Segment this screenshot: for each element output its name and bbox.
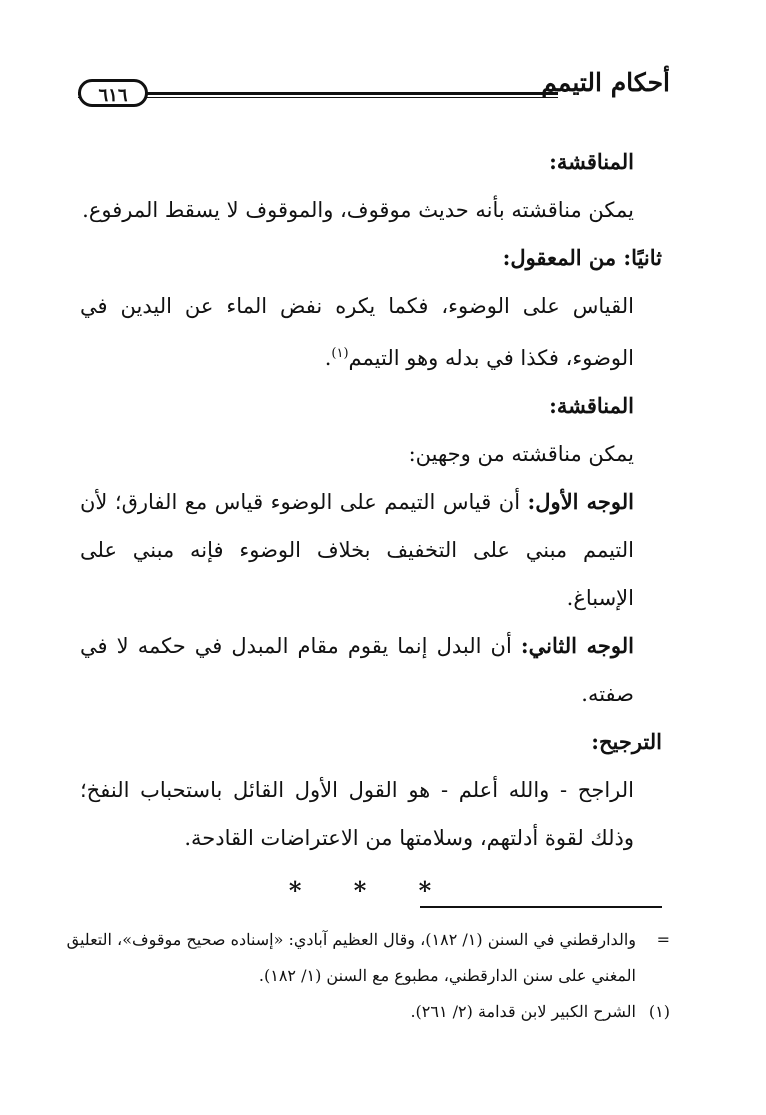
page-number: ٦١٦ [78,79,148,107]
first-aspect-label: الوجه الأول: [527,489,634,514]
continuation-text-2: المغني على سنن الدارقطني، مطبوع مع السنن (١/ ١٨٢). [258,966,636,985]
running-title: أحكام التيمم [541,68,670,97]
paragraph-preference: الراجح - والله أعلم - هو القول الأول القائل باستحباب النفخ؛ وذلك لقوة أدلتهم، وسلامتها من الاعتراضات القادحة. [80,778,634,850]
footnote-1-text: الشرح الكبير لابن قدامة (٢/ ٢٦١). [410,1002,636,1021]
discussion-heading-1: المناقشة: [549,149,634,174]
discussion-heading-2: المناقشة: [549,393,634,418]
footnote-ref-1: (١) [331,346,349,361]
analogy-text: القياس على الوضوء، فكما يكره نفض الماء عن اليدين في الوضوء، فكذا في بدله وهو التيمم [80,294,634,370]
second-aspect-label: الوجه الثاني: [520,633,634,658]
footnote-continuation-line-2 [80,958,670,994]
analogy-end: . [324,346,332,370]
continuation-marker: = [656,930,670,949]
paragraph-discussion-1: يمكن مناقشته بأنه حديث موقوف، والموقوف لا يسقط المرفوع. [82,198,634,222]
paragraph-second-aspect [80,622,662,718]
footnotes [66,922,670,1030]
footnote-rule [420,906,662,908]
continuation-text-1: والدارقطني في السنن (١/ ١٨٢)، وقال العظيم آبادي: «إسناده صحيح موقوف»، التعليق [66,930,636,949]
paragraph-analogy [80,282,662,382]
section-heading-rational: ثانيًا: من المعقول: [502,245,662,270]
first-aspect-text: أن قياس التيمم على الوضوء قياس مع الفارق؛ لأن التيمم مبني على التخفيف بخلاف الوضوء فإنه مبني على الإسباغ. [80,490,634,610]
paragraph-first-aspect [80,478,662,622]
page-header [78,62,670,108]
preference-heading: الترجيح: [591,729,662,754]
paragraph-two-aspects: يمكن مناقشته من وجهين: [408,442,634,466]
header-rule [78,92,558,98]
main-text [80,138,662,905]
footnote-continuation-line-1 [66,922,670,958]
footnote-1 [80,994,670,1030]
section-separator: * * * [288,876,454,905]
footnote-1-marker: (١) [648,1002,670,1021]
second-aspect-text: أن البدل إنما يقوم مقام المبدل في حكمه لا في صفته. [80,634,634,706]
